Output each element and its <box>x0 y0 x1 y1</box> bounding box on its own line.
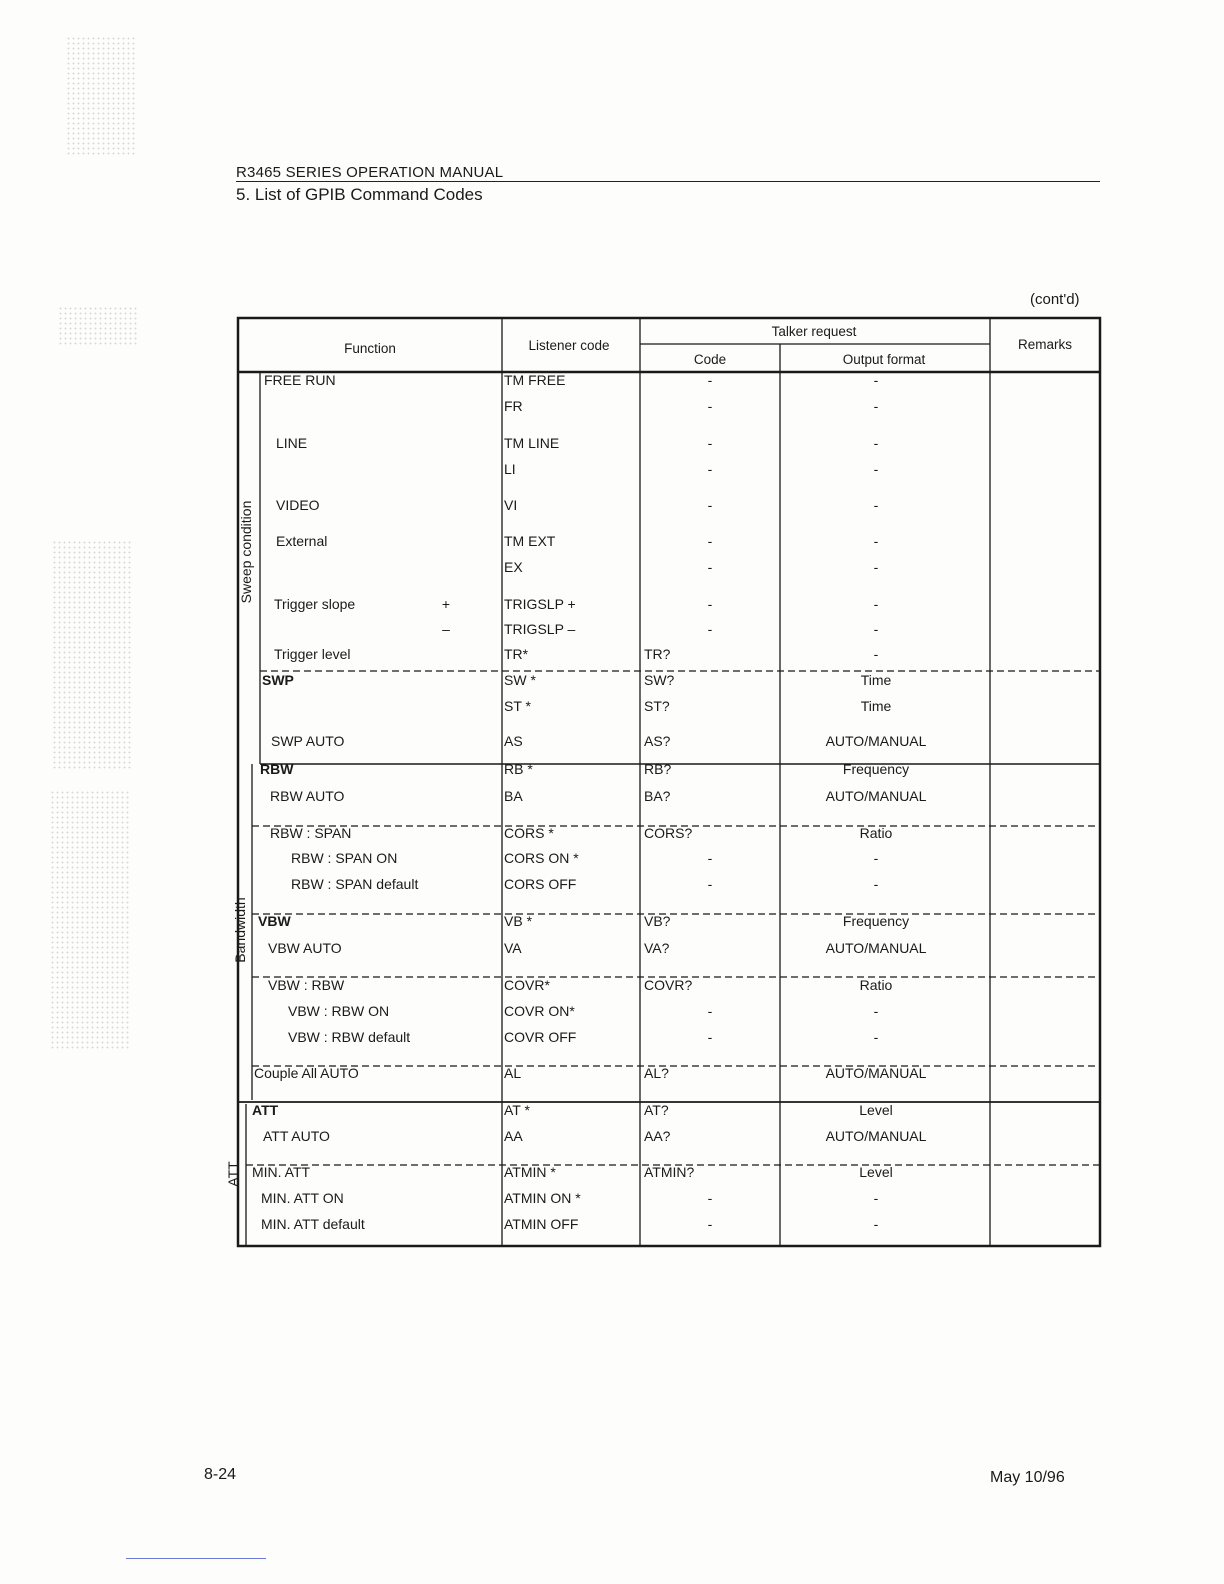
page-number: 8-24 <box>204 1466 237 1483</box>
scan-speckle-1 <box>66 36 136 156</box>
row-output-format: - <box>873 1003 879 1019</box>
row-output-format: - <box>873 850 879 866</box>
row-listener-code: CORS ON * <box>504 850 579 866</box>
row-talker-code: AL? <box>644 1065 669 1081</box>
row-talker-code: - <box>707 596 713 612</box>
row-talker-code: - <box>707 435 713 451</box>
row-output-format: - <box>873 559 879 575</box>
row-output-format: Frequency <box>842 761 910 777</box>
row-function: MIN. ATT <box>252 1164 311 1180</box>
row-output-format: Ratio <box>859 977 893 993</box>
col-header-talker: Talker request <box>771 324 857 339</box>
row-listener-code: AS <box>504 733 523 749</box>
row-listener-code: BA <box>504 788 523 804</box>
group-label-att: ATT <box>225 1161 241 1187</box>
row-output-format: Time <box>860 698 892 714</box>
row-function: RBW <box>260 761 294 777</box>
row-talker-code: VA? <box>644 940 670 956</box>
row-listener-code: EX <box>504 559 523 575</box>
row-function: MIN. ATT ON <box>261 1190 344 1206</box>
row-talker-code: - <box>707 559 713 575</box>
row-listener-code: TM LINE <box>504 435 560 451</box>
continued-label: (cont'd) <box>1030 291 1080 308</box>
col-header-function: Function <box>344 341 396 356</box>
row-output-format: - <box>873 876 879 892</box>
row-talker-code: - <box>707 1216 713 1232</box>
row-listener-code: ST * <box>504 698 531 714</box>
section-title: 5. List of GPIB Command Codes <box>236 185 483 204</box>
row-function: SWP AUTO <box>271 733 345 749</box>
row-function: VIDEO <box>276 497 320 513</box>
row-talker-code: - <box>707 850 713 866</box>
row-listener-code: COVR* <box>504 977 550 993</box>
row-output-format: Level <box>859 1164 893 1180</box>
row-talker-code: - <box>707 1029 713 1045</box>
row-talker-code: ST? <box>644 698 670 714</box>
row-sign: – <box>442 621 450 637</box>
row-function: VBW : RBW <box>268 977 345 993</box>
row-output-format: AUTO/MANUAL <box>825 733 927 749</box>
row-output-format: Time <box>860 672 892 688</box>
group-label-sweep: Sweep condition <box>238 500 254 604</box>
row-talker-code: - <box>707 621 713 637</box>
row-function: SWP <box>262 672 294 688</box>
header-rule <box>236 181 1100 182</box>
row-function: RBW : SPAN default <box>291 876 419 892</box>
row-talker-code: VB? <box>644 913 671 929</box>
row-listener-code: AT * <box>504 1102 530 1118</box>
row-talker-code: - <box>707 1190 713 1206</box>
row-sign: + <box>441 596 451 612</box>
row-function: VBW AUTO <box>268 940 342 956</box>
row-listener-code: TM EXT <box>504 533 556 549</box>
row-listener-code: LI <box>504 461 516 477</box>
row-listener-code: AA <box>504 1128 523 1144</box>
row-listener-code: CORS OFF <box>504 876 577 892</box>
row-talker-code: - <box>707 398 713 414</box>
row-function: RBW AUTO <box>270 788 345 804</box>
gpib-command-table <box>216 316 1102 1248</box>
row-listener-code: COVR ON* <box>504 1003 575 1019</box>
row-output-format: - <box>873 1216 879 1232</box>
row-talker-code: ATMIN? <box>644 1164 695 1180</box>
row-listener-code: TR* <box>504 646 529 662</box>
row-talker-code: SW? <box>644 672 675 688</box>
row-talker-code: CORS? <box>644 825 693 841</box>
row-function: FREE RUN <box>264 372 336 388</box>
row-function: RBW : SPAN <box>270 825 352 841</box>
row-output-format: - <box>873 621 879 637</box>
revision-date: May 10/96 <box>990 1469 1065 1486</box>
manual-title: R3465 SERIES OPERATION MANUAL <box>236 164 504 181</box>
row-output-format: Ratio <box>859 825 893 841</box>
row-output-format: AUTO/MANUAL <box>825 1065 927 1081</box>
row-listener-code: RB * <box>504 761 533 777</box>
col-header-output: Output format <box>842 352 926 367</box>
row-listener-code: ATMIN ON * <box>504 1190 581 1206</box>
row-output-format: AUTO/MANUAL <box>825 788 927 804</box>
row-listener-code: CORS * <box>504 825 554 841</box>
row-listener-code: VB * <box>504 913 533 929</box>
row-listener-code: VA <box>504 940 522 956</box>
col-header-listener: Listener code <box>528 338 610 353</box>
row-function: VBW : RBW default <box>288 1029 411 1045</box>
row-listener-code: COVR OFF <box>504 1029 577 1045</box>
row-listener-code: VI <box>504 497 518 513</box>
row-listener-code: AL <box>504 1065 522 1081</box>
row-talker-code: TR? <box>644 646 671 662</box>
row-function: Trigger level <box>274 646 351 662</box>
row-listener-code: TM FREE <box>504 372 566 388</box>
row-output-format: - <box>873 435 879 451</box>
row-output-format: - <box>873 372 879 388</box>
row-output-format: - <box>873 1190 879 1206</box>
row-function: ATT AUTO <box>263 1128 330 1144</box>
row-talker-code: AS? <box>644 733 671 749</box>
row-talker-code: - <box>707 1003 713 1019</box>
row-listener-code: TRIGSLP + <box>504 596 576 612</box>
row-output-format: AUTO/MANUAL <box>825 940 927 956</box>
row-function: MIN. ATT default <box>261 1216 365 1232</box>
row-talker-code: AA? <box>644 1128 671 1144</box>
row-function: Couple All AUTO <box>254 1065 359 1081</box>
row-output-format: - <box>873 497 879 513</box>
row-talker-code: - <box>707 533 713 549</box>
row-talker-code: AT? <box>644 1102 669 1118</box>
col-header-code: Code <box>693 352 727 367</box>
row-function: VBW : RBW ON <box>288 1003 390 1019</box>
scan-speckle-3 <box>52 540 132 770</box>
row-talker-code: - <box>707 497 713 513</box>
col-header-remarks: Remarks <box>1017 337 1073 352</box>
footer-mark <box>126 1558 266 1559</box>
row-talker-code: BA? <box>644 788 671 804</box>
row-talker-code: COVR? <box>644 977 693 993</box>
row-function: ATT <box>252 1102 279 1118</box>
row-listener-code: ATMIN * <box>504 1164 556 1180</box>
row-output-format: Level <box>859 1102 893 1118</box>
scan-speckle-4 <box>50 790 130 1050</box>
row-output-format: - <box>873 1029 879 1045</box>
row-output-format: AUTO/MANUAL <box>825 1128 927 1144</box>
scan-speckle-2 <box>58 306 138 346</box>
row-function: Trigger slope <box>274 596 356 612</box>
row-function: LINE <box>276 435 308 451</box>
row-function: External <box>276 533 328 549</box>
row-listener-code: SW * <box>504 672 536 688</box>
row-output-format: - <box>873 398 879 414</box>
row-listener-code: TRIGSLP – <box>504 621 576 637</box>
group-label-bandwidth: Bandwidth <box>232 897 248 963</box>
row-talker-code: - <box>707 461 713 477</box>
row-listener-code: ATMIN OFF <box>504 1216 579 1232</box>
row-listener-code: FR <box>504 398 523 414</box>
row-output-format: - <box>873 461 879 477</box>
row-output-format: - <box>873 533 879 549</box>
row-output-format: - <box>873 646 879 662</box>
row-function: RBW : SPAN ON <box>291 850 398 866</box>
row-function: VBW <box>258 913 291 929</box>
row-talker-code: - <box>707 372 713 388</box>
row-talker-code: RB? <box>644 761 672 777</box>
row-output-format: Frequency <box>842 913 910 929</box>
row-talker-code: - <box>707 876 713 892</box>
row-output-format: - <box>873 596 879 612</box>
